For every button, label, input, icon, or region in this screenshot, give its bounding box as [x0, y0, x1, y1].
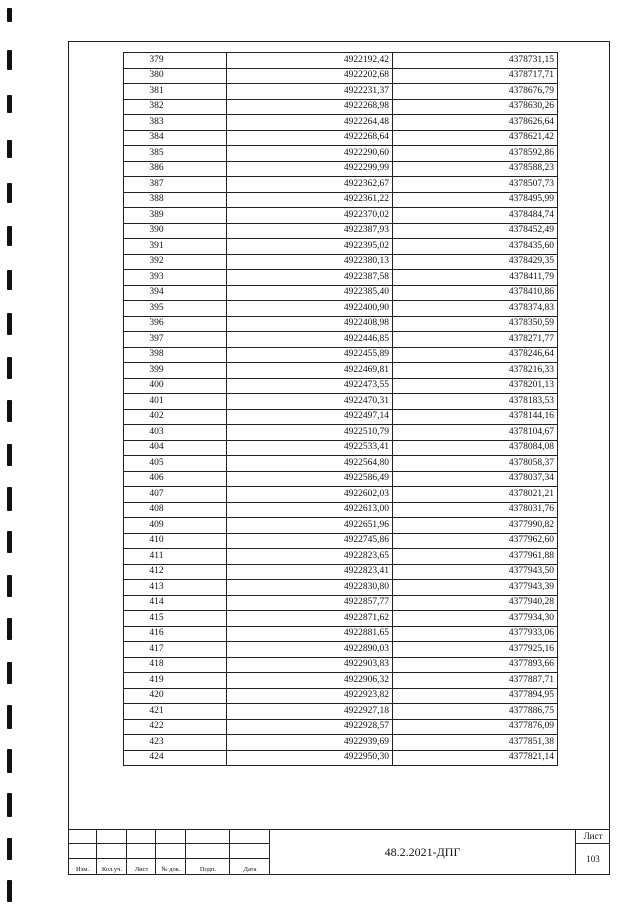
y-coordinate-cell: 4378452,49: [393, 223, 558, 239]
binding-mark: [7, 357, 12, 379]
binding-mark: [7, 705, 12, 729]
table-row: [124, 580, 558, 596]
table-row: [124, 440, 558, 456]
x-coordinate-cell: 4922651,96: [227, 518, 393, 534]
x-coordinate-cell: 4922231,37: [227, 84, 393, 100]
x-coordinate-cell: 4922939,69: [227, 735, 393, 751]
table-row: [124, 719, 558, 735]
binding-mark: [7, 662, 12, 684]
table-row: [124, 316, 558, 332]
point-number-cell: 422: [124, 719, 227, 735]
x-coordinate-cell: 4922586,49: [227, 471, 393, 487]
table-row: [124, 688, 558, 704]
table-row: [124, 84, 558, 100]
x-coordinate-cell: 4922857,77: [227, 595, 393, 611]
x-coordinate-cell: 4922362,67: [227, 177, 393, 193]
table-row: [124, 270, 558, 286]
y-coordinate-cell: 4378021,21: [393, 487, 558, 503]
table-row: [124, 192, 558, 208]
y-coordinate-cell: 4378507,73: [393, 177, 558, 193]
point-number-cell: 397: [124, 332, 227, 348]
point-number-cell: 413: [124, 580, 227, 596]
y-coordinate-cell: 4377962,60: [393, 533, 558, 549]
x-coordinate-cell: 4922923,82: [227, 688, 393, 704]
x-coordinate-cell: 4922361,22: [227, 192, 393, 208]
x-coordinate-cell: 4922823,41: [227, 564, 393, 580]
point-number-cell: 409: [124, 518, 227, 534]
table-row: [124, 347, 558, 363]
table-row: [124, 115, 558, 131]
sheet-label: Лист: [576, 829, 610, 844]
x-coordinate-cell: 4922455,89: [227, 347, 393, 363]
binding-mark: [7, 880, 12, 902]
point-number-cell: 416: [124, 626, 227, 642]
x-coordinate-cell: 4922871,62: [227, 611, 393, 627]
table-row: [124, 146, 558, 162]
label-signature: Подп.: [199, 866, 217, 873]
y-coordinate-cell: 4377887,71: [393, 673, 558, 689]
y-coordinate-cell: 4378630,26: [393, 99, 558, 115]
point-number-cell: 423: [124, 735, 227, 751]
point-number-cell: 392: [124, 254, 227, 270]
table-row: [124, 750, 558, 766]
x-coordinate-cell: 4922510,79: [227, 425, 393, 441]
table-row: [124, 394, 558, 410]
point-number-cell: 394: [124, 285, 227, 301]
table-row: [124, 471, 558, 487]
table-row: [124, 549, 558, 565]
y-coordinate-cell: 4377851,38: [393, 735, 558, 751]
table-row: [124, 254, 558, 270]
table-row: [124, 363, 558, 379]
x-coordinate-cell: 4922385,40: [227, 285, 393, 301]
y-coordinate-cell: 4377925,16: [393, 642, 558, 658]
point-number-cell: 400: [124, 378, 227, 394]
binding-mark: [7, 8, 12, 22]
x-coordinate-cell: 4922602,03: [227, 487, 393, 503]
table-row: [124, 208, 558, 224]
table-row: [124, 657, 558, 673]
x-coordinate-cell: 4922533,41: [227, 440, 393, 456]
point-number-cell: 415: [124, 611, 227, 627]
x-coordinate-cell: 4922264,48: [227, 115, 393, 131]
table-row: [124, 378, 558, 394]
x-coordinate-cell: 4922473,55: [227, 378, 393, 394]
y-coordinate-cell: 4378216,33: [393, 363, 558, 379]
table-row: [124, 595, 558, 611]
y-coordinate-cell: 4377961,88: [393, 549, 558, 565]
table-row: [124, 611, 558, 627]
binding-mark: [7, 400, 12, 422]
x-coordinate-cell: 4922903,83: [227, 657, 393, 673]
point-number-cell: 420: [124, 688, 227, 704]
y-coordinate-cell: 4378435,60: [393, 239, 558, 255]
y-coordinate-cell: 4378031,76: [393, 502, 558, 518]
y-coordinate-cell: 4378201,13: [393, 378, 558, 394]
binding-mark: [7, 226, 12, 246]
x-coordinate-cell: 4922268,98: [227, 99, 393, 115]
point-number-cell: 386: [124, 161, 227, 177]
binding-mark: [7, 575, 12, 597]
y-coordinate-cell: 4378271,77: [393, 332, 558, 348]
point-number-cell: 424: [124, 750, 227, 766]
y-coordinate-cell: 4378592,86: [393, 146, 558, 162]
y-coordinate-cell: 4377934,30: [393, 611, 558, 627]
point-number-cell: 389: [124, 208, 227, 224]
y-coordinate-cell: 4377940,28: [393, 595, 558, 611]
binding-mark: [7, 95, 12, 113]
point-number-cell: 398: [124, 347, 227, 363]
point-number-cell: 421: [124, 704, 227, 720]
table-row: [124, 673, 558, 689]
x-coordinate-cell: 4922830,80: [227, 580, 393, 596]
x-coordinate-cell: 4922299,99: [227, 161, 393, 177]
x-coordinate-cell: 4922613,00: [227, 502, 393, 518]
table-row: [124, 502, 558, 518]
point-number-cell: 401: [124, 394, 227, 410]
y-coordinate-cell: 4377893,66: [393, 657, 558, 673]
x-coordinate-cell: 4922745,86: [227, 533, 393, 549]
binding-mark: [7, 838, 12, 860]
table-row: [124, 626, 558, 642]
point-number-cell: 384: [124, 130, 227, 146]
coordinates-table-body: [124, 53, 558, 766]
x-coordinate-cell: 4922469,81: [227, 363, 393, 379]
point-number-cell: 380: [124, 68, 227, 84]
point-number-cell: 388: [124, 192, 227, 208]
table-row: [124, 161, 558, 177]
table-row: [124, 409, 558, 425]
point-number-cell: 417: [124, 642, 227, 658]
y-coordinate-cell: 4378144,16: [393, 409, 558, 425]
table-row: [124, 285, 558, 301]
table-row: [124, 487, 558, 503]
point-number-cell: 395: [124, 301, 227, 317]
x-coordinate-cell: 4922380,13: [227, 254, 393, 270]
point-number-cell: 410: [124, 533, 227, 549]
y-coordinate-cell: 4377943,50: [393, 564, 558, 580]
table-row: [124, 68, 558, 84]
label-sheet: Лист: [134, 866, 149, 873]
table-row: [124, 735, 558, 751]
binding-mark: [7, 183, 12, 203]
y-coordinate-cell: 4378104,67: [393, 425, 558, 441]
y-coordinate-cell: 4378058,37: [393, 456, 558, 472]
y-coordinate-cell: 4378717,71: [393, 68, 558, 84]
table-row: [124, 99, 558, 115]
point-number-cell: 379: [124, 53, 227, 69]
label-doc-number: № док.: [161, 866, 181, 873]
binding-mark: [7, 270, 12, 290]
x-coordinate-cell: 4922890,03: [227, 642, 393, 658]
point-number-cell: 403: [124, 425, 227, 441]
point-number-cell: 406: [124, 471, 227, 487]
table-row: [124, 223, 558, 239]
x-coordinate-cell: 4922823,65: [227, 549, 393, 565]
y-coordinate-cell: 4377933,06: [393, 626, 558, 642]
label-change: Изм.: [76, 866, 89, 873]
binding-mark: [7, 618, 12, 640]
point-number-cell: 382: [124, 99, 227, 115]
y-coordinate-cell: 4378495,99: [393, 192, 558, 208]
y-coordinate-cell: 4377821,14: [393, 750, 558, 766]
x-coordinate-cell: 4922408,98: [227, 316, 393, 332]
title-block: [68, 829, 610, 875]
point-number-cell: 390: [124, 223, 227, 239]
y-coordinate-cell: 4378411,79: [393, 270, 558, 286]
table-row: [124, 332, 558, 348]
x-coordinate-cell: 4922395,02: [227, 239, 393, 255]
binding-mark: [7, 531, 12, 553]
binding-mark: [7, 487, 12, 511]
binding-mark: [7, 793, 12, 817]
point-number-cell: 396: [124, 316, 227, 332]
y-coordinate-cell: 4378621,42: [393, 130, 558, 146]
y-coordinate-cell: 4377894,95: [393, 688, 558, 704]
point-number-cell: 419: [124, 673, 227, 689]
y-coordinate-cell: 4378084,08: [393, 440, 558, 456]
y-coordinate-cell: 4378676,79: [393, 84, 558, 100]
label-date: Дата: [243, 866, 257, 873]
point-number-cell: 402: [124, 409, 227, 425]
x-coordinate-cell: 4922202,68: [227, 68, 393, 84]
y-coordinate-cell: 4378588,23: [393, 161, 558, 177]
binding-mark: [7, 140, 12, 158]
x-coordinate-cell: 4922290,60: [227, 146, 393, 162]
y-coordinate-cell: 4378484,74: [393, 208, 558, 224]
y-coordinate-cell: 4378410,86: [393, 285, 558, 301]
point-number-cell: 393: [124, 270, 227, 286]
y-coordinate-cell: 4377990,82: [393, 518, 558, 534]
x-coordinate-cell: 4922370,02: [227, 208, 393, 224]
point-number-cell: 407: [124, 487, 227, 503]
table-row: [124, 533, 558, 549]
x-coordinate-cell: 4922470,31: [227, 394, 393, 410]
point-number-cell: 391: [124, 239, 227, 255]
y-coordinate-cell: 4378374,83: [393, 301, 558, 317]
x-coordinate-cell: 4922928,57: [227, 719, 393, 735]
x-coordinate-cell: 4922497,14: [227, 409, 393, 425]
y-coordinate-cell: 4378731,15: [393, 53, 558, 69]
point-number-cell: 381: [124, 84, 227, 100]
binding-mark: [7, 50, 12, 70]
point-number-cell: 412: [124, 564, 227, 580]
table-row: [124, 425, 558, 441]
point-number-cell: 385: [124, 146, 227, 162]
document-code: 48.2.2021-ДПГ: [270, 829, 576, 875]
x-coordinate-cell: 4922192,42: [227, 53, 393, 69]
binding-mark: [7, 749, 12, 773]
x-coordinate-cell: 4922268,64: [227, 130, 393, 146]
x-coordinate-cell: 4922881,65: [227, 626, 393, 642]
table-row: [124, 130, 558, 146]
x-coordinate-cell: 4922927,18: [227, 704, 393, 720]
y-coordinate-cell: 4378246,64: [393, 347, 558, 363]
y-coordinate-cell: 4378037,34: [393, 471, 558, 487]
table-row: [124, 564, 558, 580]
y-coordinate-cell: 4378626,64: [393, 115, 558, 131]
x-coordinate-cell: 4922387,93: [227, 223, 393, 239]
point-number-cell: 408: [124, 502, 227, 518]
y-coordinate-cell: 4377943,39: [393, 580, 558, 596]
sheet-number: 103: [586, 854, 600, 864]
coordinates-table: [123, 52, 558, 766]
x-coordinate-cell: 4922400,90: [227, 301, 393, 317]
x-coordinate-cell: 4922387,58: [227, 270, 393, 286]
table-row: [124, 301, 558, 317]
table-row: [124, 456, 558, 472]
point-number-cell: 404: [124, 440, 227, 456]
point-number-cell: 399: [124, 363, 227, 379]
table-row: [124, 239, 558, 255]
y-coordinate-cell: 4378429,35: [393, 254, 558, 270]
point-number-cell: 411: [124, 549, 227, 565]
y-coordinate-cell: 4378350,59: [393, 316, 558, 332]
table-row: [124, 518, 558, 534]
point-number-cell: 414: [124, 595, 227, 611]
binding-mark: [7, 313, 12, 335]
point-number-cell: 405: [124, 456, 227, 472]
table-row: [124, 642, 558, 658]
x-coordinate-cell: 4922564,80: [227, 456, 393, 472]
y-coordinate-cell: 4377886,75: [393, 704, 558, 720]
y-coordinate-cell: 4378183,53: [393, 394, 558, 410]
x-coordinate-cell: 4922906,32: [227, 673, 393, 689]
table-row: [124, 704, 558, 720]
binding-mark: [7, 444, 12, 466]
x-coordinate-cell: 4922950,30: [227, 750, 393, 766]
table-row: [124, 53, 558, 69]
y-coordinate-cell: 4377876,09: [393, 719, 558, 735]
point-number-cell: 387: [124, 177, 227, 193]
table-row: [124, 177, 558, 193]
x-coordinate-cell: 4922446,85: [227, 332, 393, 348]
point-number-cell: 383: [124, 115, 227, 131]
label-quantity: Кол.уч.: [101, 866, 123, 873]
point-number-cell: 418: [124, 657, 227, 673]
